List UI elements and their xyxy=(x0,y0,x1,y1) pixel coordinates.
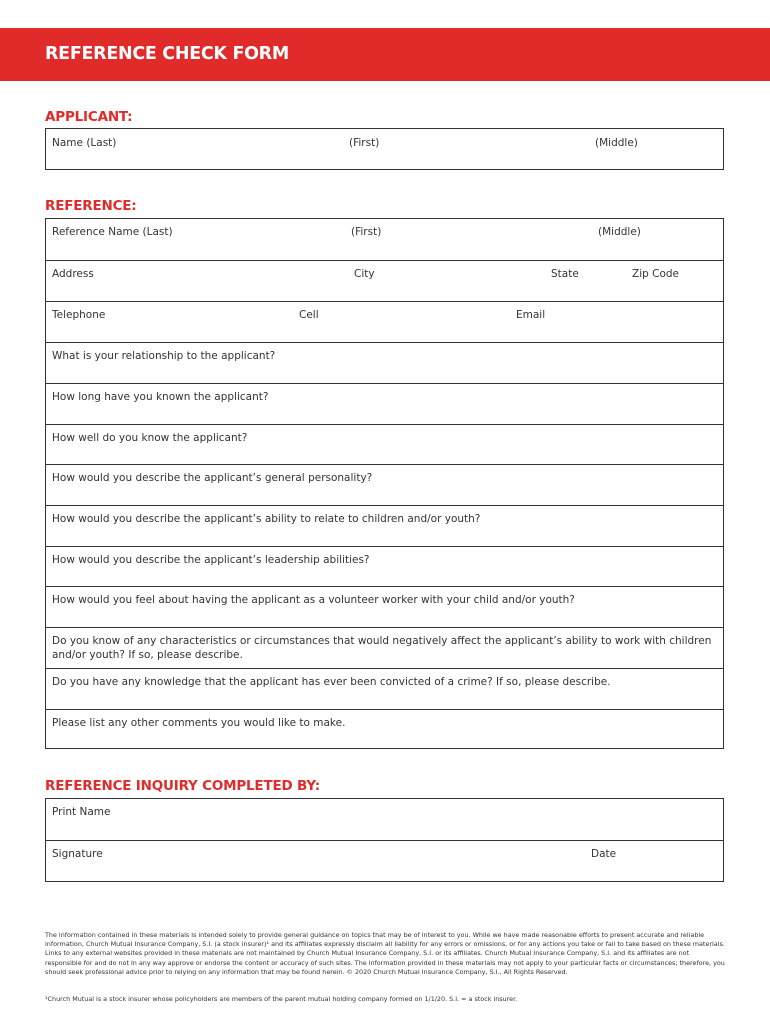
applicant-middle-name-label: (Middle) xyxy=(595,137,638,149)
question-row[interactable] xyxy=(46,383,723,424)
signature-row[interactable] xyxy=(46,840,723,881)
city-label: City xyxy=(354,268,375,280)
applicant-box xyxy=(45,128,724,170)
question-label: How would you describe the applicant’s ability to relate to children and/or youth? xyxy=(52,513,481,525)
print-name-row[interactable] xyxy=(46,799,723,840)
applicant-last-name-label: Name (Last) xyxy=(52,137,117,149)
reference-address-row[interactable] xyxy=(46,260,723,301)
cell-label: Cell xyxy=(299,309,319,321)
reference-first-name-label: (First) xyxy=(351,226,382,238)
disclaimer-text: The information contained in these materials is intended solely to provide general guidance on topics that may be of interest to you. While we have made reasonable efforts to present accurate and reliable information, Church Mutual Insurance Company, S.I. (a stock insurer)¹ and its affiliates expressly disclaim all liability for any errors or omissions, or for any actions you take or fail to take based on these materials. Links to any external websites provided in these materials are not maintained by Church Mutual Insurance Company, S.I. or its affiliates. Church Mutual Insurance Company, S.I. and its affiliates are not responsible for and do not in any way approve or endorse the content or accuracy of such sites. The information provided in these materials may not apply to your particular facts or circumstances; therefore, you should seek professional advice prior to relying on any information that may be found herein. © 2020 Church Mutual Insurance Company, S.I., All Rights Reserved. xyxy=(45,931,725,976)
question-row[interactable] xyxy=(46,464,723,505)
state-label: State xyxy=(551,268,579,280)
address-label: Address xyxy=(52,268,94,280)
reference-heading: REFERENCE: xyxy=(45,198,137,214)
question-row[interactable] xyxy=(46,668,723,709)
applicant-name-row[interactable] xyxy=(46,129,723,169)
applicant-heading: APPLICANT: xyxy=(45,109,133,125)
footnote-text: ¹Church Mutual is a stock insurer whose policyholders are members of the parent mutual holding company formed on 1/1/20. S.I. = a stock insurer. xyxy=(45,995,518,1003)
date-label: Date xyxy=(591,848,617,860)
completed-by-heading: REFERENCE INQUIRY COMPLETED BY: xyxy=(45,778,320,794)
telephone-label: Telephone xyxy=(52,309,106,321)
question-row[interactable] xyxy=(46,627,723,668)
question-label: Do you have any knowledge that the applicant has ever been convicted of a crime? If so, please describe. xyxy=(52,676,611,688)
question-label: How would you feel about having the applicant as a volunteer worker with your child and/or youth? xyxy=(52,594,575,606)
question-label: How well do you know the applicant? xyxy=(52,432,248,444)
zip-code-label: Zip Code xyxy=(632,268,679,280)
question-label: Do you know of any characteristics or circumstances that would negatively affect the applicant’s ability to work with children and/or youth? If so, please describe. xyxy=(52,635,712,661)
question-label: How would you describe the applicant’s general personality? xyxy=(52,472,373,484)
question-row[interactable] xyxy=(46,424,723,464)
question-row[interactable] xyxy=(46,546,723,586)
question-label: How would you describe the applicant’s leadership abilities? xyxy=(52,554,370,566)
email-label: Email xyxy=(516,309,546,321)
reference-box xyxy=(45,218,724,749)
completed-by-box xyxy=(45,798,724,882)
reference-contact-row[interactable] xyxy=(46,301,723,342)
question-row[interactable] xyxy=(46,342,723,383)
applicant-first-name-label: (First) xyxy=(349,137,380,149)
question-label: How long have you known the applicant? xyxy=(52,391,269,403)
question-row[interactable] xyxy=(46,586,723,627)
reference-middle-name-label: (Middle) xyxy=(598,226,641,238)
reference-last-name-label: Reference Name (Last) xyxy=(52,226,173,238)
question-label: Please list any other comments you would like to make. xyxy=(52,717,346,729)
question-label: What is your relationship to the applicant? xyxy=(52,350,276,362)
print-name-label: Print Name xyxy=(52,806,111,818)
signature-label: Signature xyxy=(52,848,103,860)
question-row[interactable] xyxy=(46,505,723,546)
form-title: REFERENCE CHECK FORM xyxy=(45,44,289,64)
question-row[interactable] xyxy=(46,709,723,749)
reference-name-row[interactable] xyxy=(46,219,723,260)
